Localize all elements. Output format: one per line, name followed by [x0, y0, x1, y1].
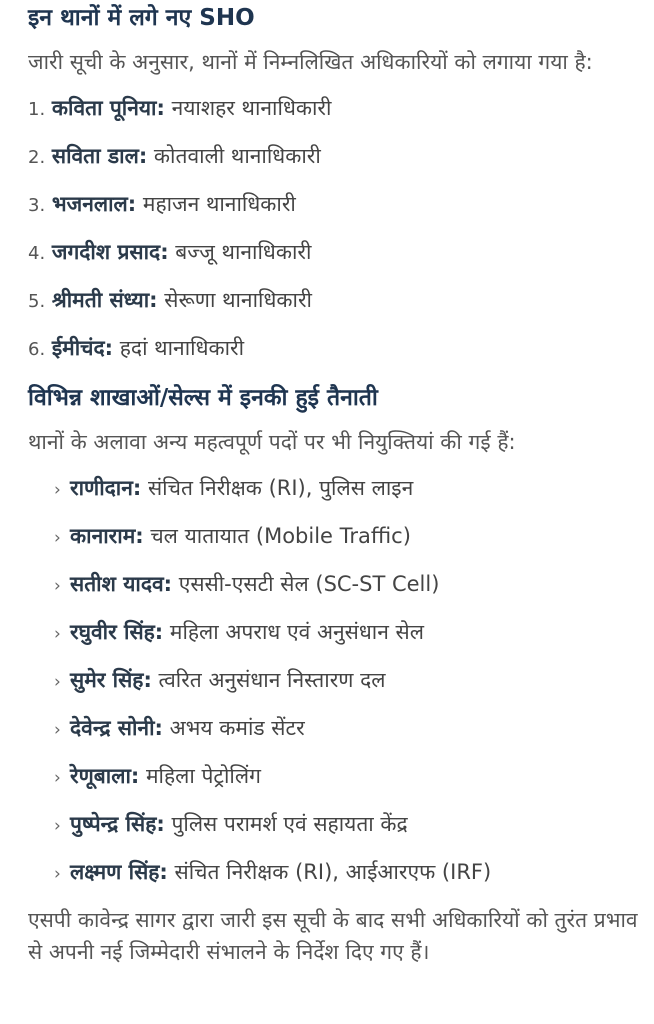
section-heading-cells: विभिन्न शाखाओं/सेल्स में इनकी हुई तैनाती — [28, 385, 378, 411]
chevron-right-icon: › — [54, 672, 61, 692]
list-item — [54, 808, 640, 842]
intro-paragraph-sho: जारी सूची के अनुसार, थानों में निम्नलिखित अधिकारियों को लगाया गया है: — [28, 50, 593, 74]
list-item — [54, 472, 640, 506]
officer-name: पुष्पेन्द्र सिंह: — [70, 812, 165, 836]
officer-name: ईमीचंद: — [51, 336, 114, 360]
officer-post: एससी-एसटी सेल (SC-ST Cell) — [178, 572, 440, 596]
list-item — [28, 284, 640, 318]
list-number: 5. — [28, 291, 46, 312]
officer-name: लक्ष्मण सिंह: — [70, 860, 168, 884]
list-item — [54, 616, 640, 650]
list-number: 3. — [28, 195, 46, 216]
chevron-right-icon: › — [54, 720, 61, 740]
officer-name: भजनलाल: — [51, 192, 137, 216]
list-number: 6. — [28, 339, 46, 360]
list-item — [54, 856, 640, 890]
chevron-right-icon: › — [54, 576, 61, 596]
cell-list — [28, 472, 640, 890]
officer-post: त्वरित अनुसंधान निस्तारण दल — [158, 668, 386, 692]
officer-name: राणीदान: — [70, 476, 142, 500]
chevron-right-icon: › — [54, 816, 61, 836]
officer-name: रघुवीर सिंह: — [70, 620, 164, 644]
officer-post: चल यातायात (Mobile Traffic) — [150, 524, 411, 548]
closing-paragraph: एसपी कावेन्द्र सागर द्वारा जारी इस सूची के बाद सभी अधिकारियों को तुरंत प्रभाव से अपनी नई जिम्मेदारी संभालने के निर्देश दिए गए हैं। — [28, 908, 638, 964]
list-item — [28, 236, 640, 270]
officer-post: संचित निरीक्षक (RI), पुलिस लाइन — [147, 476, 414, 500]
chevron-right-icon: › — [54, 864, 61, 884]
officer-post: अभय कमांड सेंटर — [169, 716, 305, 740]
officer-post: बज्जू थानाधिकारी — [175, 240, 312, 264]
list-item — [28, 140, 640, 174]
officer-post: महिला पेट्रोलिंग — [145, 764, 261, 788]
officer-post: संचित निरीक्षक (RI), आईआरएफ (IRF) — [174, 860, 492, 884]
officer-name: सुमेर सिंह: — [70, 668, 152, 692]
chevron-right-icon: › — [54, 528, 61, 548]
officer-post: पुलिस परामर्श एवं सहायता केंद्र — [171, 812, 408, 836]
officer-post: महिला अपराध एवं अनुसंधान सेल — [169, 620, 424, 644]
officer-name: कानाराम: — [70, 524, 144, 548]
list-item — [54, 712, 640, 746]
list-item — [54, 664, 640, 698]
list-number: 2. — [28, 147, 46, 168]
officer-name: सतीश यादव: — [70, 572, 173, 596]
officer-name: सविता डाल: — [51, 144, 148, 168]
officer-name: श्रीमती संध्या: — [51, 288, 158, 312]
officer-name: जगदीश प्रसाद: — [51, 240, 169, 264]
list-item — [54, 760, 640, 794]
chevron-right-icon: › — [54, 768, 61, 788]
list-number: 4. — [28, 243, 46, 264]
list-item — [54, 520, 640, 554]
officer-name: कविता पूनिया: — [51, 96, 165, 120]
officer-post: नयाशहर थानाधिकारी — [171, 96, 332, 120]
intro-paragraph-cells: थानों के अलावा अन्य महत्वपूर्ण पदों पर भी नियुक्तियां की गई हैं: — [28, 430, 516, 454]
officer-name: रेणूबाला: — [70, 764, 140, 788]
officer-post: हदां थानाधिकारी — [119, 336, 245, 360]
officer-name: देवेन्द्र सोनी: — [70, 716, 163, 740]
officer-post: महाजन थानाधिकारी — [142, 192, 296, 216]
section-heading-new-sho: इन थानों में लगे नए SHO — [28, 5, 255, 31]
chevron-right-icon: › — [54, 480, 61, 500]
list-item — [54, 568, 640, 602]
officer-post: सेरूणा थानाधिकारी — [164, 288, 312, 312]
list-item — [28, 332, 640, 366]
list-number: 1. — [28, 99, 46, 120]
sho-list — [28, 92, 640, 366]
chevron-right-icon: › — [54, 624, 61, 644]
list-item — [28, 92, 640, 126]
officer-post: कोतवाली थानाधिकारी — [153, 144, 321, 168]
list-item — [28, 188, 640, 222]
